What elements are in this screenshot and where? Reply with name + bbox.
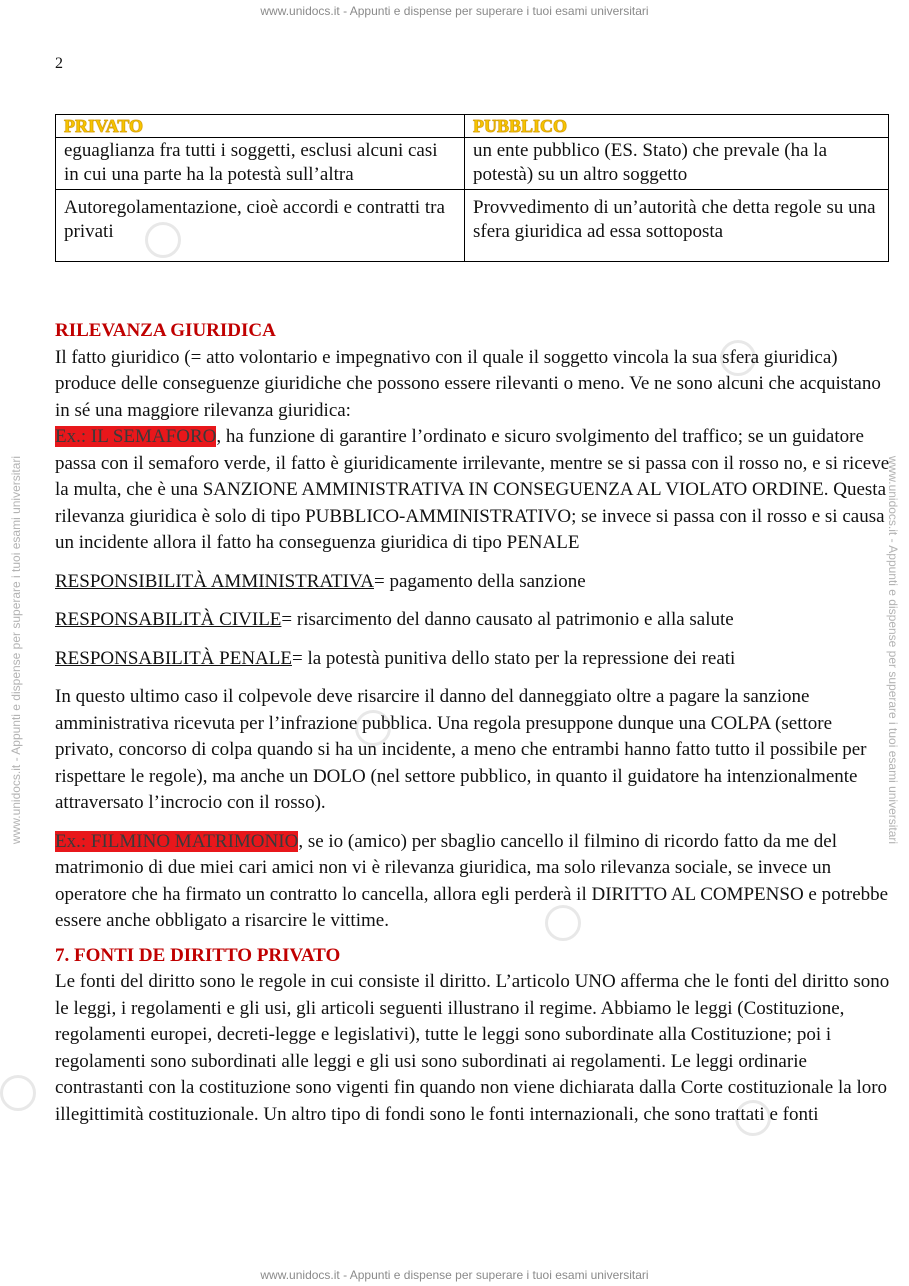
resp-penale [55, 646, 895, 673]
watermark-top: www.unidocs.it - Appunti e dispense per superare i tuoi esami universitari [260, 4, 649, 18]
underlined-term: RESPONSIBILITÀ AMMINISTRATIVA [55, 570, 374, 592]
example-text: , ha funzione di garantire l’ordinato e sicuro svolgimento del traffico; se un guidatore passa con il semaforo verde, il fatto è giuridicamente irrilevante, mentre se si passa con il rosso no, e si riceve la multa, che è una SANZIONE AMMINISTRATIVA IN CONSEGUENZA AL VIOLATO ORDINE. Questa rilevanza giuridica è solo di tipo PUBBLICO-AMMINISTRATIVO; se invece si passa con il rosso e si causa un incidente allora il fatto ha conseguenza giuridica di tipo PENALE [55, 426, 890, 553]
resp-civile [55, 607, 895, 634]
section-heading-rilevanza: RILEVANZA GIURIDICA [55, 320, 276, 341]
watermark-logo-icon [0, 1075, 36, 1111]
definition-text: = pagamento della sanzione [373, 570, 586, 592]
fonti-paragraph: Le fonti del diritto sono le regole in cui consiste il diritto. L’articolo UNO afferma che le fonti del diritto sono le leggi, i regolamenti e gli usi, gli articoli seguenti illustrano il regime. Abbiamo le leggi (Costituzione, regolamenti europei, decreti-legge e legislativi), tutte le leggi sono subordinate alla Costituzione; poi i regolamenti sono subordinati alle leggi e gli usi sono subordinati ai regolamenti. Le leggi ordinarie contrastanti con la costituzione sono vigenti fin quando non viene dichiarata dalla Corte costituzionale la loro illegittimità costituzionale. Un altro tipo di fondi sono le fonti internazionali, che sono trattati e fonti [55, 971, 890, 1125]
definition-text: = la potestà punitiva dello stato per la repressione dei reati [291, 647, 736, 669]
header-pubblico: PUBBLICO [465, 115, 889, 138]
watermark-left: www.unidocs.it - Appunti e dispense per superare i tuoi esami universitari [9, 455, 23, 845]
resp-amministrativa [55, 569, 895, 596]
example-semaforo [55, 424, 895, 557]
table-row [56, 138, 889, 190]
definition-text: = risarcimento del danno causato al patrimonio e alla salute [281, 609, 734, 630]
highlight-label: Ex.: IL SEMAFORO [55, 426, 217, 447]
table-row [56, 190, 889, 262]
underlined-term: RESPONSABILITÀ CIVILE [55, 609, 282, 630]
watermark-right: www.unidocs.it - Appunti e dispense per superare i tuoi esami universitari [886, 455, 900, 845]
comparison-table [55, 114, 889, 262]
highlight-label: Ex.: FILMINO MATRIMONIO [55, 830, 299, 852]
document-body [55, 318, 895, 1128]
table-cell: eguaglianza fra tutti i soggetti, esclusi alcuni casi in cui una parte ha la potestà sull’altra [56, 138, 465, 190]
table-cell: Autoregolamentazione, cioè accordi e contratti tra privati [56, 190, 465, 262]
header-privato: PRIVATO [56, 115, 465, 138]
watermark-bottom: www.unidocs.it - Appunti e dispense per superare i tuoi esami universitari [260, 1268, 649, 1282]
table-cell: un ente pubblico (ES. Stato) che prevale (ha la potestà) su un altro soggetto [465, 138, 889, 190]
page-number: 2 [55, 55, 63, 72]
section-heading-fonti: 7. FONTI DE DIRITTO PRIVATO [55, 944, 341, 966]
table-cell: Provvedimento di un’autorità che detta regole su una sfera giuridica ad essa sottoposta [465, 190, 889, 262]
intro-paragraph: Il fatto giuridico (= atto volontario e impegnativo con il quale il soggetto vincola la sua sfera giuridica) produce delle conseguenze giuridiche che possono essere rilevanti o meno. Ve ne sono alcuni che acquistano in sé una maggiore rilevanza giuridica: [55, 346, 881, 421]
underlined-term: RESPONSABILITÀ PENALE [55, 647, 292, 669]
example-text: , se io (amico) per sbaglio cancello il filmino di ricordo fatto da me del matrimonio di due miei cari amici non vi è rilevanza giuridica, ma solo rilevanza sociale, se invece un operatore che ha firmato un contratto lo cancella, allora egli perderà il DIRITTO AL COMPENSO e potrebbe essere anche obbligato a risarcire le vittime. [55, 830, 889, 931]
example-filmino [55, 829, 895, 935]
colpa-dolo-paragraph: In questo ultimo caso il colpevole deve risarcire il danno del danneggiato oltre a pagare la sanzione amministrativa ricevuta per l’infrazione pubblica. Una regola presuppone dunque una COLPA (settore privato, concorso di colpa quando si ha un incidente, a meno che entrambi hanno fatto tutto il possibile per rispettare le regole), ma anche un DOLO (nel settore pubblico, in quanto il guidatore ha intenzionalmente attraversato l’incrocio con il rosso). [55, 686, 867, 813]
table-header-row [56, 115, 889, 138]
